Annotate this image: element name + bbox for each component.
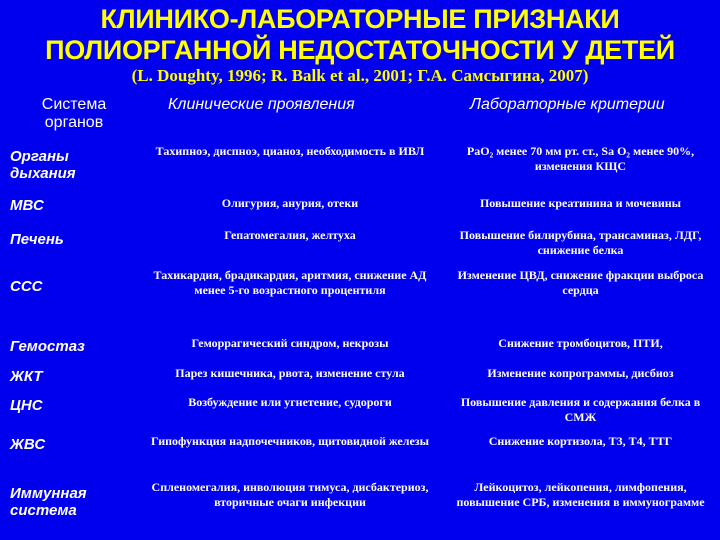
header-system-line-1: Система [41, 96, 107, 113]
organ-label [10, 485, 130, 519]
organ-line: Органы [10, 148, 69, 165]
organ-line: МВС [10, 197, 44, 214]
clinical-cell: Парез кишечника, рвота, изменение стула [175, 366, 405, 380]
lab-cell: Повышение креатинина и мочевины [479, 196, 682, 210]
lab-cell: Повышение давления и содержания белка в СМЖ [460, 395, 701, 424]
title-line-2: ПОЛИОРГАННОЙ НЕДОСТАТОЧНОСТИ У ДЕТЕЙ [45, 35, 675, 65]
lab-cell: Изменение ЦВД, снижение фракции выброса сердца [457, 268, 704, 297]
clinical-cell: Тахипноэ, диспноэ, цианоз, необходимость в ИВЛ [155, 144, 425, 158]
organ-label [10, 197, 130, 214]
header-system-line-2: органов [44, 114, 104, 131]
organ-label [10, 397, 130, 414]
lab-cell: PaO₂ менее 70 мм рт. ст., Sa O₂ менее 90%, изменения КЩС [466, 144, 695, 173]
organ-label [10, 368, 130, 385]
organ-label [10, 148, 130, 182]
organ-label [10, 338, 130, 355]
organ-line: Гемостаз [10, 338, 85, 355]
clinical-cell: Олигурия, анурия, отеки [221, 196, 359, 210]
header-system [34, 96, 114, 132]
clinical-cell: Гипофункция надпочечников, щитовидной железы [151, 434, 429, 448]
organ-line: дыхания [10, 165, 76, 182]
header-lab: Лабораторные критерии [470, 96, 665, 113]
organ-line: Иммунная [10, 485, 87, 502]
organ-line: ЖКТ [10, 368, 43, 385]
lab-cell: Повышение билирубина, трансаминаз, ЛДГ, снижение белка [459, 228, 702, 257]
organ-line: ЖВС [10, 436, 46, 453]
organ-label [10, 278, 130, 295]
organ-label [10, 436, 130, 453]
organ-label [10, 231, 130, 248]
organ-line: ЦНС [10, 397, 43, 414]
title-line-1: КЛИНИКО-ЛАБОРАТОРНЫЕ ПРИЗНАКИ [100, 4, 620, 34]
lab-cell: Изменение копрограммы, дисбиоз [487, 366, 674, 380]
clinical-cell: Тахикардия, брадикардия, аритмия, снижение АД менее 5-го возрастного процентиля [153, 268, 427, 297]
clinical-cell: Спленомегалия, инволюция тимуса, дисбактериоз, вторичные очаги инфекции [151, 480, 429, 509]
lab-cell: Снижение тромбоцитов, ПТИ, [498, 336, 663, 350]
slide-title [0, 4, 720, 66]
lab-cell: Снижение кортизола, Т3, Т4, ТТГ [488, 434, 673, 448]
clinical-cell: Геморрагический синдром, некрозы [191, 336, 389, 350]
clinical-cell: Возбуждение или угнетение, судороги [188, 395, 392, 409]
lab-cell: Лейкоцитоз, лейкопения, лимфопения, повышение СРБ, изменения в иммунограмме [456, 480, 705, 509]
organ-line: ССС [10, 278, 43, 295]
organ-line: система [10, 502, 77, 519]
clinical-cell: Гепатомегалия, желтуха [224, 228, 356, 242]
header-clinical: Клинические проявления [168, 96, 355, 113]
references: (L. Doughty, 1996; R. Balk et al., 2001; Г.А. Самсыгина, 2007) [131, 66, 589, 85]
organ-line: Печень [10, 231, 64, 248]
